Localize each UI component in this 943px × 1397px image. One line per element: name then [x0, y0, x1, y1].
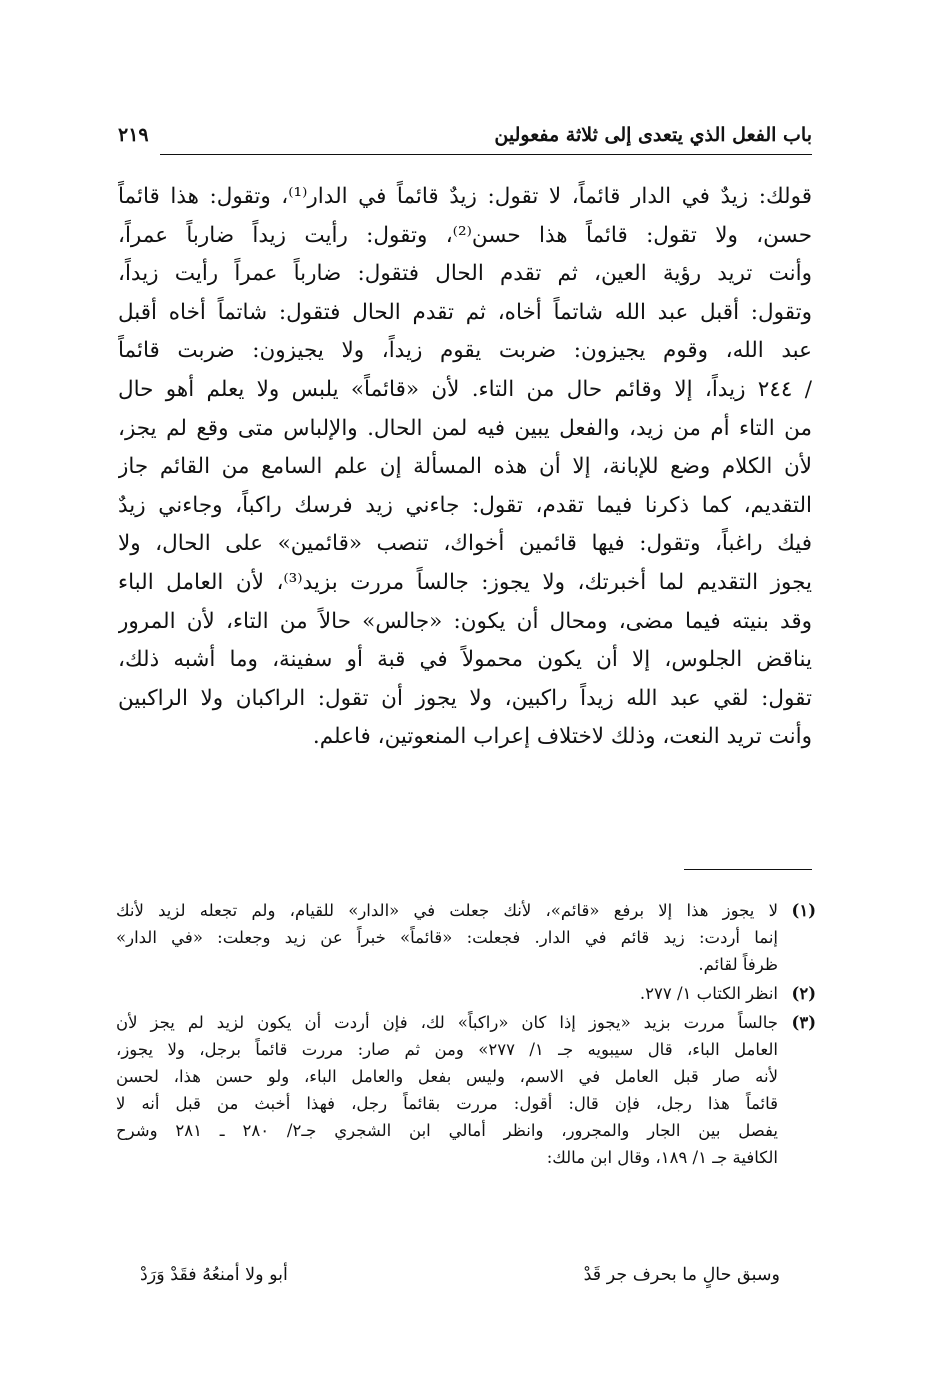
text-line: من التاء أم من زيد، والفعل يبين فيه لمن الحال. والإلباس متى وقع لم يجز، [118, 415, 812, 441]
footnote-3 [116, 1009, 816, 1171]
poem-second-hemistich: أبو ولا أمنعُهُ فقَدْ وَرَدْ [140, 1265, 288, 1285]
footnote-line: ظرفاً لقائم. [698, 955, 778, 974]
footnote-number: (٢) [791, 984, 816, 1003]
text-line: لأن الكلام وضع للإبانة، إلا أن هذه المسألة إن علم السامع من القائم جاز [118, 454, 812, 480]
footnote-line: قائماً هذا رجل، فإن قال: أقول: مررت بقائماً رجل، فهذا أخبث من قبل أنه لا [116, 1094, 778, 1113]
text-line: وقد بنيته فيما مضى، ومحال أن يكون: «جالس» حالاً من التاء، لأن المرور [118, 608, 812, 634]
text-line: يناقض الجلوس، إلا أن يكون محمولاً في قبة أو سفينة، وما أشبه ذلك، [118, 647, 812, 673]
running-header [118, 118, 812, 158]
text-line: وأنت تريد رؤية العين، ثم تقدم الحال فتقول: ضارباً عمراً رأيت زيداً، [118, 261, 812, 287]
text-line: قولك: زيدٌ في الدار قائماً، لا تقول: زيدٌ قائماً في الدار⁽¹⁾، وتقول: هذا قائماً [118, 184, 812, 209]
footnote-number: (١) [791, 901, 816, 920]
footnote-1 [116, 897, 816, 978]
page-number: ٢١٩ [118, 124, 149, 146]
text-line: عبد الله، وقوم يجيزون: ضربت يقوم زيداً، ولا يجيزون: ضربت قائماً [118, 338, 812, 364]
text-line: يجوز التقديم لما أخبرتك، ولا يجوز: جالساً مررت بزيد⁽³⁾، لأن العامل الباء [118, 569, 812, 595]
main-text [118, 178, 812, 757]
footnote-number: (٣) [791, 1013, 816, 1032]
text-line: وأنت تريد النعت، وذلك لاختلاف إعراب المنعوتين، فاعلم. [312, 724, 812, 750]
footnote-line: إنما أردت: زيد قائم في الدار. فجعلت: «قائماً» خبراً عن زيد وجعلت: «في الدار» [116, 928, 778, 947]
footnote-separator [684, 869, 812, 870]
chapter-title: باب الفعل الذي يتعدى إلى ثلاثة مفعولين [494, 124, 812, 146]
footnote-line: لا يجوز هذا إلا برفع «قائم»، لأنك جعلت في «الدار» للقيام، ولم تجعله لزيد لأنك [116, 901, 778, 920]
text-line: / ٢٤٤ زيداً، إلا وقائم حال من التاء. لأن «قائماً» يلبس ولا يعلم أهو حال [118, 376, 812, 402]
footnote-2 [116, 980, 816, 1007]
footnote-line: لأنه صار قبل العامل في الاسم، وليس بفعل والعامل الباء، ولو حسن هذا، لحسن [116, 1067, 778, 1086]
poem-verse [140, 1265, 780, 1285]
footnote-line: جالساً مررت بزيد «يجوز إذا كان «راكباً» لك، فإن أردت أن يكون لزيد لم يجز لأن [116, 1013, 778, 1032]
footnote-line: يفصل بين الجار والمجرور، وانظر أمالي ابن الشجري جـ٢/ ٢٨٠ ـ ٢٨١ وشرح [116, 1121, 778, 1140]
text-line: حسن، ولا تقول: قائماً هذا حسن⁽²⁾، وتقول: رأيت زيداً ضارباً عمراً، [118, 222, 812, 248]
footnotes [116, 897, 816, 1173]
footnote-line: العامل الباء، قال سيبويه جـ ١/ ٢٧٧» ومن ثم صار: مررت قائماً برجل، ولا يجوز، [116, 1040, 778, 1059]
footnote-line: الكافية جـ ١/ ١٨٩، وقال ابن مالك: [546, 1148, 778, 1167]
footnote-line: انظر الكتاب ١/ ٢٧٧. [639, 984, 778, 1003]
poem-first-hemistich: وسبق حالٍ ما بحرف جر قَدْ [583, 1265, 780, 1285]
text-line: وتقول: أقبل عبد الله شاتماً أخاه، ثم تقدم الحال فتقول: شاتماً أخاه أقبل [118, 299, 812, 325]
header-rule [160, 154, 812, 155]
text-line: تقول: لقي عبد الله زيداً راكبين، ولا يجوز أن تقول: الراكبان ولا الراكبين [118, 685, 812, 711]
text-line: التقديم، كما ذكرنا فيما تقدم، تقول: جاءني زيد فرسك راكباً، وجاءني زيدٌ [118, 492, 812, 518]
text-line: فيك راغباً، وتقول: فيها قائمين أخواك، تنصب «قائمين» على الحال، ولا [118, 531, 812, 557]
